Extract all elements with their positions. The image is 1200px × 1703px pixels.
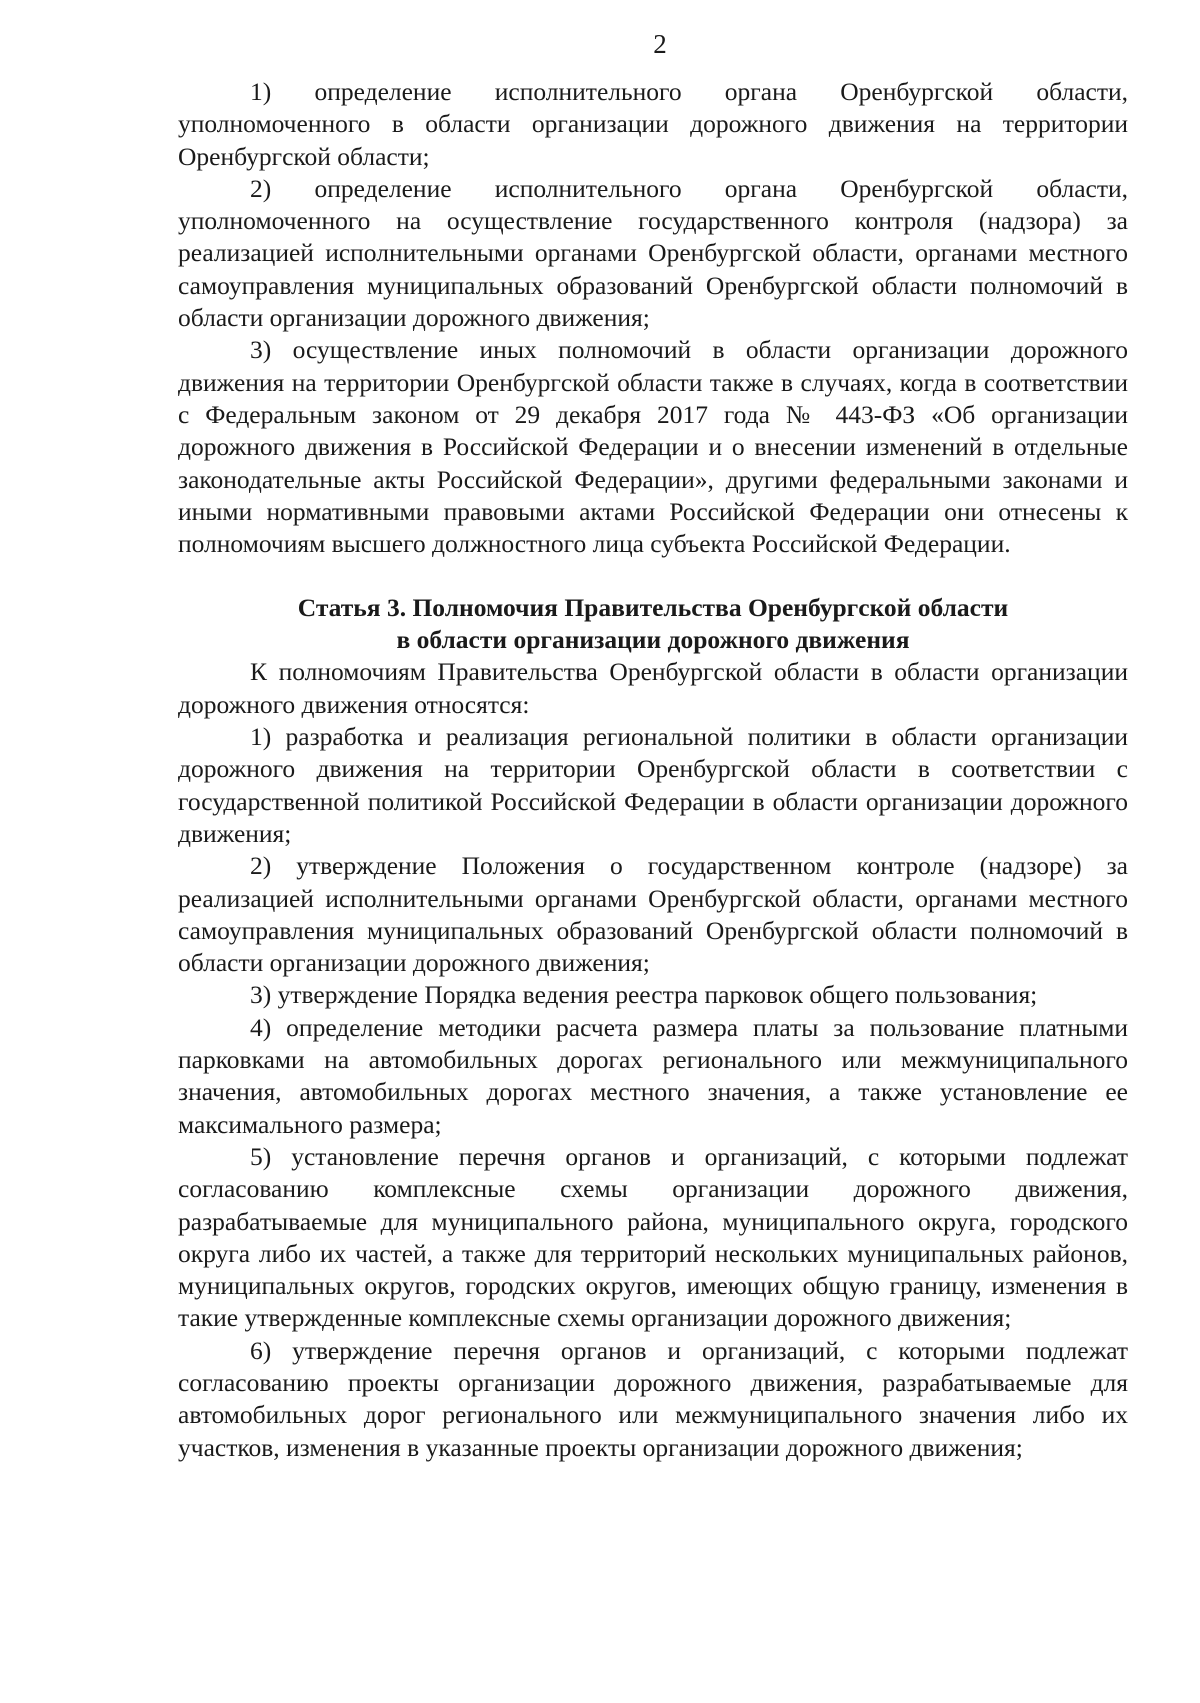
article-3-item-2: 2) утверждение Положения о государственном контроле (надзоре) за реализацией исполнительными органами Оренбургской области, органами местного самоуправления муниципальных образований Оренбургской области полномочий в области организации дорожного движения; bbox=[178, 851, 1128, 978]
article-3-item-1: 1) разработка и реализация региональной политики в области организации дорожного движения на территории Оренбургской области в соответствии с государственной политикой Российской Федерации в области организации дорожного движения; bbox=[178, 722, 1128, 848]
article-3-item-5: 5) установление перечня органов и организаций, с которыми подлежат согласованию комплексные схемы организации дорожного движения, разрабатываемые для муниципального района, муниципального округа, городского округа либо их частей, а также для территорий нескольких муниципальных районов, муниципальных округов, городских округов, имеющих общую границу, изменения в такие утвержденные комплексные схемы организации дорожного движения; bbox=[178, 1141, 1128, 1333]
list-item-a2: 2) определение исполнительного органа Оренбургской области, уполномоченного на осуществление государственного контроля (надзора) за реализацией исполнительными органами Оренбургской области, органами местного самоуправления муниципальных образований Оренбургской области полномочий в области организации дорожного движения; bbox=[178, 173, 1128, 333]
page-number: 2 bbox=[653, 29, 667, 59]
article-3-title-line1: Статья 3. Полномочия Правительства Оренбургской области bbox=[297, 593, 1009, 623]
article-3-intro: К полномочиям Правительства Оренбургской области в области организации дорожного движения относятся: bbox=[178, 657, 1128, 719]
article-3-item-3: 3) утверждение Порядка ведения реестра парковок общего пользования; bbox=[250, 980, 1038, 1010]
article-3-title-line2: в области организации дорожного движения bbox=[396, 625, 910, 655]
list-item-a3: 3) осуществление иных полномочий в области организации дорожного движения на территории Оренбургской области также в случаях, когда в соответствии с Федеральным законом от 29 декабря 2017 года № 443-ФЗ «Об организации дорожного движения в Российской Федерации и о внесении изменений в отдельные законодательные акты Российской Федерации», другими федеральными законами и иными нормативными правовыми актами Российской Федерации они отнесены к полномочиям высшего должностного лица субъекта Российской Федерации. bbox=[178, 335, 1128, 559]
article-3-item-4: 4) определение методики расчета размера платы за пользование платными парковками на автомобильных дорогах регионального или межмуниципального значения, автомобильных дорогах местного значения, а также установление ее максимального размера; bbox=[178, 1012, 1128, 1139]
list-item-a1: 1) определение исполнительного органа Оренбургской области, уполномоченного в области организации дорожного движения на территории Оренбургской области; bbox=[178, 77, 1128, 171]
article-3-heading bbox=[178, 592, 1128, 656]
document-body bbox=[178, 76, 1128, 1464]
article-3-item-6: 6) утверждение перечня органов и организаций, с которыми подлежат согласованию проекты организации дорожного движения, разрабатываемые для автомобильных дорог регионального или межмуниципального значения либо их участков, изменения в указанные проекты организации дорожного движения; bbox=[178, 1335, 1128, 1462]
